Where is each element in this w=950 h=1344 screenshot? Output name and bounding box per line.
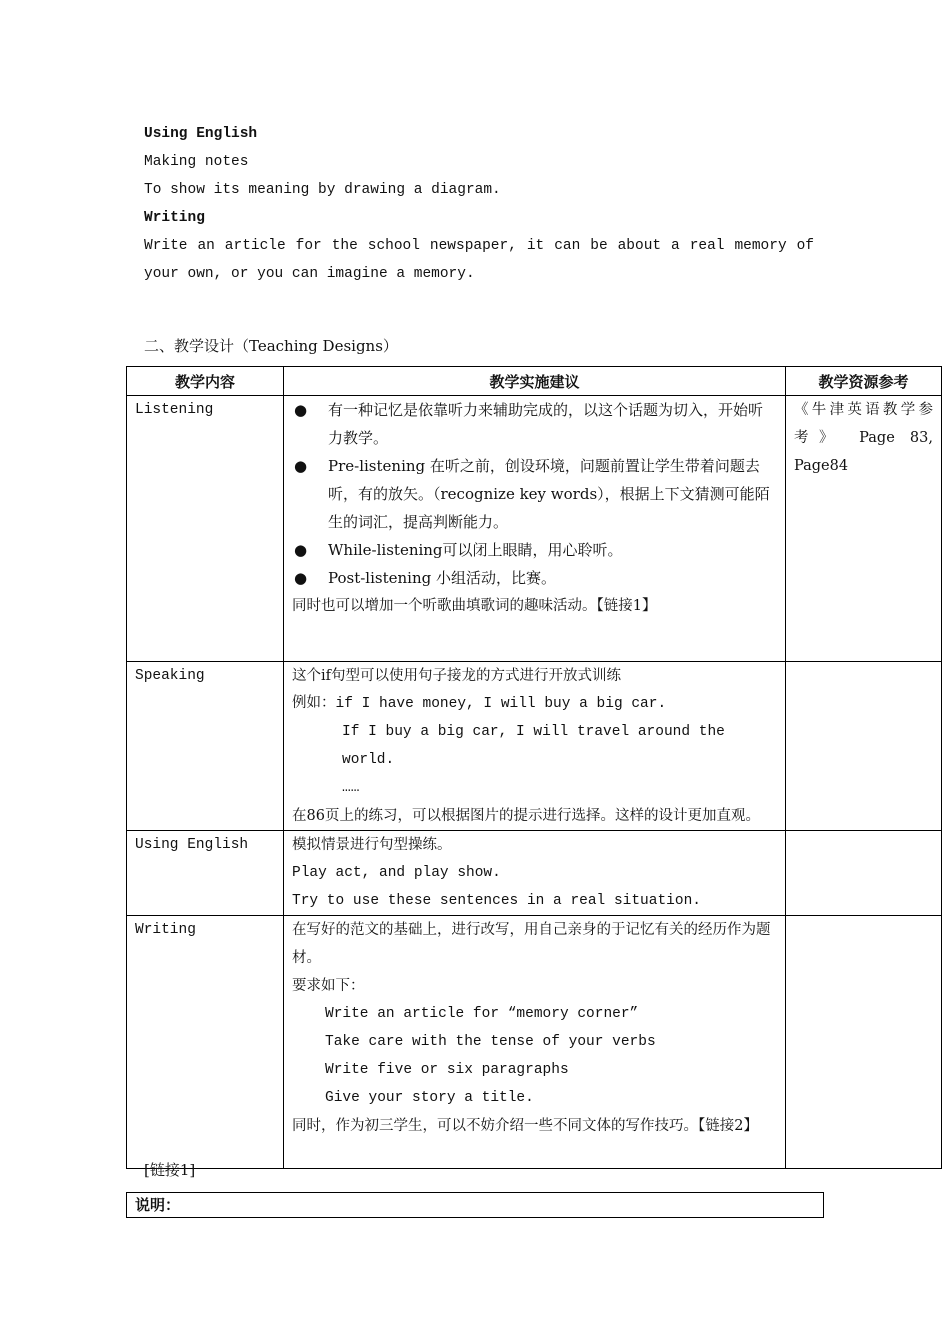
using-english-line-3: Try to use these sentences in a real situation. [292,893,701,909]
listening-bullet-2: Pre-listening 在听之前，创设环境，问题前置让学生带着问题去听，有的放矢。（recognize key words），根据上下文猜测可能陌生的词汇，提高判断能力。 [328,457,770,531]
list-item [292,564,777,592]
speaking-line-4: …… [342,780,360,796]
intro-block [144,120,814,288]
making-notes-line: Making notes [144,154,249,170]
row-label-speaking: Speaking [135,668,205,684]
note-box [126,1192,824,1218]
writing-line-2: 要求如下： [292,978,365,994]
show-meaning-line: To show its meaning by drawing a diagram. [144,182,501,198]
list-item [292,536,777,564]
using-english-line-1: 模拟情景进行句型操练。 [292,837,452,853]
writing-line-3: 同时，作为初三学生，可以不妨介绍一些不同文体的写作技巧。【链接2】 [292,1118,758,1134]
speaking-line-3: If I buy a big car, I will travel around the world. [342,724,725,768]
table-header-row [127,367,942,396]
using-english-line-2: Play act, and play show. [292,865,501,881]
speaking-line-2: 例如：if I have money, I will buy a big car. [292,696,667,712]
writing-line-1: 在写好的范文的基础上，进行改写，用自己亲身的于记忆有关的经历作为题材。 [292,922,771,966]
listening-bullet-1: 有一种记忆是依靠听力来辅助完成的，以这个话题为切入，开始听力教学。 [328,401,764,447]
note-label: 说明： [135,1196,181,1214]
teaching-design-table [126,366,942,1169]
header-resources: 教学资源参考 [786,367,942,396]
table-row-using-english [127,831,942,916]
listening-resource: 《牛津英语教学参考》 Page 83, Page84 [794,402,933,474]
link-1-label: [链接1] [144,1161,196,1179]
bullet-icon: ● [294,541,308,559]
table-row-listening [127,396,942,662]
row-label-using-english: Using English [135,837,249,853]
listening-bullet-4: Post-listening 小组活动，比赛。 [328,569,556,587]
header-suggestions: 教学实施建议 [284,367,786,396]
writing-req-4: Give your story a title. [325,1090,534,1106]
table-row-writing [127,916,942,1169]
table-row-speaking [127,662,942,831]
bullet-icon: ● [294,457,308,475]
writing-req-3: Write five or six paragraphs [325,1062,569,1078]
writing-req-1: Write an article for “memory corner” [325,1006,639,1022]
writing-heading: Writing [144,210,205,226]
list-item [292,452,777,536]
writing-task-line: Write an article for the school newspaper, it can be about a real memory of your own, or you can imagine a memory. [144,238,814,282]
listening-bullet-3: While-listening可以闭上眼睛，用心聆听。 [328,541,623,559]
list-item [292,396,777,452]
section-title: 二、教学设计（Teaching Designs） [144,337,398,355]
listening-extra: 同时也可以增加一个听歌曲填歌词的趣味活动。【链接1】 [292,598,657,614]
writing-req-2: Take care with the tense of your verbs [325,1034,656,1050]
using-english-heading: Using English [144,126,258,142]
speaking-line-1: 这个if句型可以使用句子接龙的方式进行开放式训练 [292,668,622,684]
header-content: 教学内容 [127,367,284,396]
speaking-line-5: 在86页上的练习，可以根据图片的提示进行选择。这样的设计更加直观。 [292,808,760,824]
bullet-icon: ● [294,569,308,587]
row-label-writing: Writing [135,922,196,938]
row-label-listening: Listening [135,402,214,418]
bullet-icon: ● [294,401,308,419]
